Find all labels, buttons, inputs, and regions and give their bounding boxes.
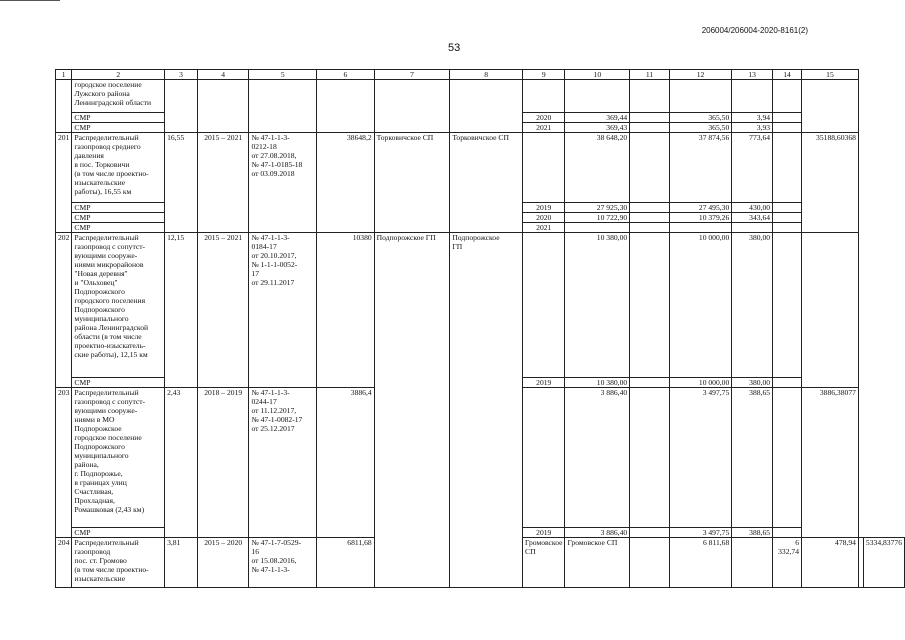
empty-cell <box>56 80 72 133</box>
total-cost: 10 722,90 <box>565 213 630 223</box>
total-cost: 6 811,68 <box>669 538 731 588</box>
object-name: Распределительный газопровод с сопутст- вующими сооруже- ниями микрорайонов "Новая деревня" и "Ольховец" Подпорожского городского поселения Подпорожского муниципального района Ленинградской области (в том числе проектно-изыскатель- ские работы), 12,15 км <box>72 233 165 378</box>
estimated-cost: 6811,68 <box>317 538 375 588</box>
empty-cell <box>773 80 802 113</box>
federal-funds: 365,50 <box>669 113 731 123</box>
empty-cell <box>630 80 670 113</box>
regional-funds: 380,00 <box>732 378 773 388</box>
expertise-docs: № 47-1-1-3- 0184-17 от 20.10.2017, № 1-1-1-0052- 17 от 29.11.2017 <box>249 233 317 388</box>
federal-funds: 10 379,26 <box>669 213 731 223</box>
column-number: 8 <box>450 70 523 80</box>
column-number: 10 <box>565 70 630 80</box>
empty-cell <box>630 213 670 223</box>
column-number: 12 <box>669 70 731 80</box>
regional-funds: 388,65 <box>732 528 773 538</box>
empty-cell <box>630 378 670 388</box>
empty-cell <box>630 133 670 203</box>
column-number-row <box>56 70 905 80</box>
empty-cell <box>773 213 802 223</box>
length-km: 3,81 <box>165 538 198 588</box>
regional-funds: 3,93 <box>732 123 773 133</box>
work-type-label: СМР <box>72 123 165 133</box>
customer: Громовское СП <box>565 538 630 588</box>
regional-funds: 388,65 <box>732 388 773 528</box>
regional-funds: 380,00 <box>732 233 773 378</box>
regional-funds: 478,94 <box>802 538 859 588</box>
federal-funds: 10 000,00 <box>669 233 731 378</box>
empty-cell <box>630 528 670 538</box>
column-number: 5 <box>249 70 317 80</box>
regional-funds: 773,64 <box>732 133 773 203</box>
empty-cell <box>197 80 249 133</box>
table-body <box>56 80 905 588</box>
row-number: 204 <box>56 538 72 588</box>
empty-cell <box>773 223 802 233</box>
reference-value: 5334,83776 <box>863 538 904 588</box>
empty-cell <box>523 133 565 203</box>
total-cost: 27 925,30 <box>565 203 630 213</box>
empty-cell <box>523 388 565 528</box>
column-number: 3 <box>165 70 198 80</box>
empty-cell <box>630 388 670 528</box>
period: 2015 – 2021 <box>197 233 249 388</box>
empty-cell <box>732 80 773 113</box>
object-name: Распределительный газопровод с сопутст- вующими сооруже- ниями в МО Подпорожское городское поселение Подпорожского муниципального района, г. Подпорожье, в границах улиц Счастливая, Прохладная, Ромашковая (2,43 км) <box>72 388 165 528</box>
estimated-cost: 10380 <box>317 233 375 388</box>
column-number: 4 <box>197 70 249 80</box>
municipality: Подпорожское ГП <box>374 233 450 588</box>
empty-cell <box>630 233 670 378</box>
reference-value: 35188,60368 <box>802 133 859 233</box>
regional-funds <box>732 223 773 233</box>
table-row <box>56 80 905 113</box>
column-number: 7 <box>374 70 450 80</box>
year: 2019 <box>523 203 565 213</box>
empty-cell <box>773 113 802 123</box>
total-cost: 3 886,40 <box>565 388 630 528</box>
column-number: 15 <box>802 70 859 80</box>
work-type-label: СМР <box>72 203 165 213</box>
regional-funds: 3,94 <box>732 113 773 123</box>
federal-funds: 6 332,74 <box>773 538 802 588</box>
customer: Подпорожское ГП <box>450 233 523 588</box>
estimated-cost: 3886,4 <box>317 388 375 538</box>
period: 2015 – 2021 <box>197 133 249 233</box>
reference-value <box>802 233 859 388</box>
empty-cell <box>802 80 859 133</box>
federal-funds: 3 497,75 <box>669 528 731 538</box>
table-row <box>56 133 905 203</box>
estimated-cost: 38648,2 <box>317 133 375 233</box>
federal-funds <box>669 223 731 233</box>
length-km: 2,43 <box>165 388 198 538</box>
period: 2018 – 2019 <box>197 388 249 538</box>
empty-cell <box>732 538 773 588</box>
total-cost: 10 380,00 <box>565 233 630 378</box>
municipality: Торковичское СП <box>374 133 450 233</box>
year: 2019 <box>523 528 565 538</box>
federal-funds: 37 874,56 <box>669 133 731 203</box>
empty-cell <box>630 203 670 213</box>
work-type-label: СМР <box>72 213 165 223</box>
period: 2015 – 2020 <box>197 538 249 588</box>
expertise-docs: № 47-1-7-0529- 16 от 15.08.2016, № 47-1-1-3- <box>249 538 317 588</box>
empty-cell <box>773 378 802 388</box>
page-number: 53 <box>448 42 461 54</box>
empty-cell <box>773 388 802 528</box>
work-type-label: СМР <box>72 113 165 123</box>
work-type-label: СМР <box>72 378 165 388</box>
regional-funds: 430,00 <box>732 203 773 213</box>
empty-cell <box>165 80 198 133</box>
empty-cell <box>773 203 802 213</box>
column-number: 9 <box>523 70 565 80</box>
length-km: 16,55 <box>165 133 198 233</box>
empty-cell <box>565 80 630 113</box>
year: 2021 <box>523 223 565 233</box>
federal-funds: 10 000,00 <box>669 378 731 388</box>
year: 2019 <box>523 378 565 388</box>
empty-cell <box>630 223 670 233</box>
year: 2021 <box>523 123 565 133</box>
empty-cell <box>669 80 731 113</box>
length-km: 12,15 <box>165 233 198 388</box>
total-cost: 38 648,20 <box>565 133 630 203</box>
total-cost: 369,44 <box>565 113 630 123</box>
empty-cell <box>773 528 802 538</box>
work-type-label: СМР <box>72 528 165 538</box>
empty-cell <box>523 80 565 113</box>
federal-funds: 3 497,75 <box>669 388 731 528</box>
empty-cell <box>317 80 375 133</box>
table-row <box>56 233 905 378</box>
empty-cell <box>630 538 670 588</box>
document-id: 206004/206004-2020-8161(2) <box>701 26 808 35</box>
row-number: 203 <box>56 388 72 538</box>
total-cost: 3 886,40 <box>565 528 630 538</box>
empty-cell <box>450 80 523 133</box>
federal-funds: 27 495,30 <box>669 203 731 213</box>
empty-cell <box>630 123 670 133</box>
object-name: Распределительный газопровод пос. ст. Громово (в том числе проектно- изыскательские <box>72 538 165 588</box>
total-cost: 10 380,00 <box>565 378 630 388</box>
total-cost <box>565 223 630 233</box>
reference-value: 3886,38077 <box>802 388 859 538</box>
year: 2020 <box>523 113 565 123</box>
empty-cell <box>773 133 802 203</box>
federal-funds: 365,50 <box>669 123 731 133</box>
year: 2020 <box>523 213 565 223</box>
total-cost: 369,43 <box>565 123 630 133</box>
expertise-docs: № 47-1-1-3- 0244-17 от 11.12.2017, № 47-1-0082-17 от 25.12.2017 <box>249 388 317 538</box>
work-type-label: СМР <box>72 223 165 233</box>
column-number: 11 <box>630 70 670 80</box>
empty-cell <box>249 80 317 133</box>
column-number: 2 <box>72 70 165 80</box>
empty-cell <box>773 233 802 378</box>
municipality: Громовское СП <box>523 538 565 588</box>
object-name: Распределительный газопровод среднего давления в пос. Торковичи (в том числе проектно- изыскательские работы), 16,55 км <box>72 133 165 203</box>
column-number: 6 <box>317 70 375 80</box>
row-number: 201 <box>56 133 72 233</box>
regional-funds: 343,64 <box>732 213 773 223</box>
row-number: 202 <box>56 233 72 388</box>
empty-cell <box>773 123 802 133</box>
top-rule <box>0 0 60 1</box>
column-number: 13 <box>732 70 773 80</box>
empty-cell <box>374 80 450 133</box>
object-name: городское поселение Лужского района Ленинградской области <box>72 80 165 113</box>
expertise-docs: № 47-1-1-3- 0212-18 от 27.08.2018, № 47-1-0185-18 от 03.09.2018 <box>249 133 317 233</box>
empty-cell <box>630 113 670 123</box>
customer: Торковичское СП <box>450 133 523 233</box>
column-number: 1 <box>56 70 72 80</box>
data-table <box>55 69 905 588</box>
column-number: 14 <box>773 70 802 80</box>
empty-cell <box>523 233 565 378</box>
